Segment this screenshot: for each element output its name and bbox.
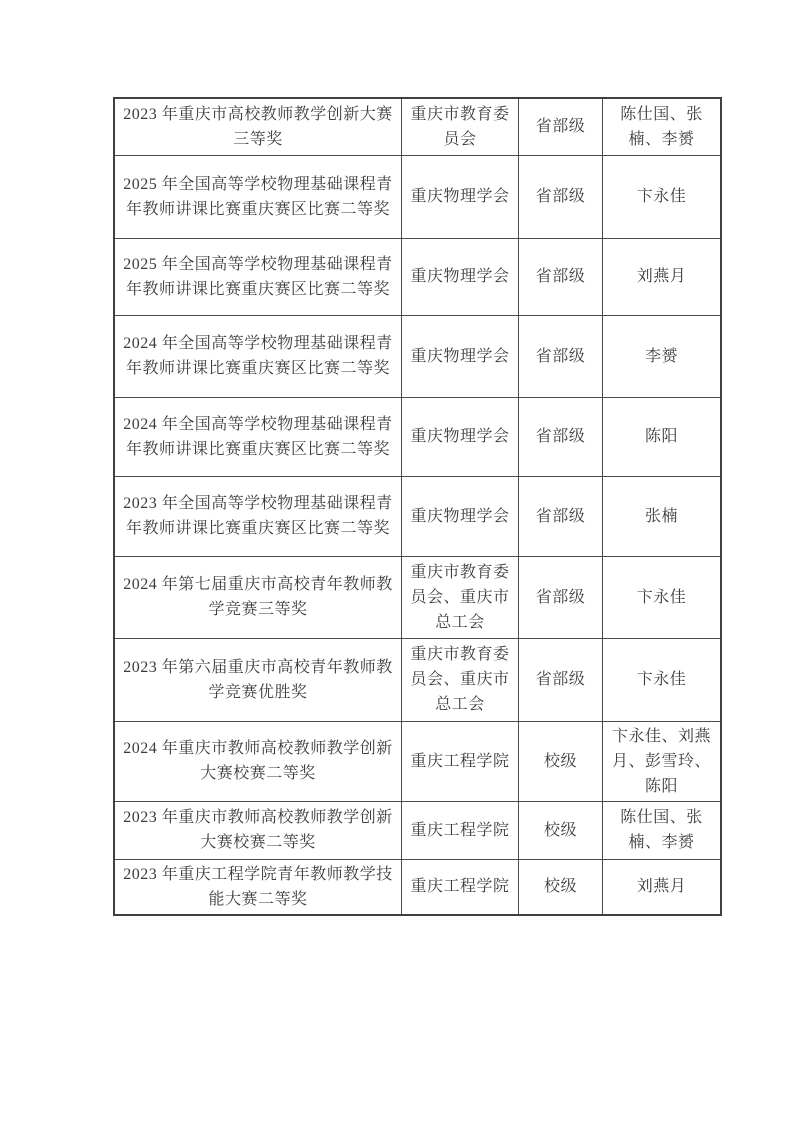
awards-table [113,97,722,916]
award-cell: 2023 年重庆市高校教师教学创新大赛三等奖 [114,98,402,155]
level-cell: 省部级 [519,98,603,155]
award-cell: 2024 年重庆市教师高校教师教学创新大赛校赛二等奖 [114,721,402,801]
level-cell: 校级 [519,859,603,915]
organization-cell: 重庆物理学会 [402,315,519,397]
organization-cell: 重庆物理学会 [402,476,519,556]
recipients-cell: 刘燕月 [603,859,722,915]
table-row [114,721,721,801]
organization-cell: 重庆物理学会 [402,155,519,238]
table-row [114,801,721,859]
table-row [114,155,721,238]
table-row [114,476,721,556]
recipients-cell: 陈仕国、张楠、李赟 [603,98,722,155]
organization-cell: 重庆市教育委员会 [402,98,519,155]
recipients-cell: 卞永佳 [603,556,722,638]
recipients-cell: 张楠 [603,476,722,556]
level-cell: 省部级 [519,397,603,476]
organization-cell: 重庆工程学院 [402,801,519,859]
recipients-cell: 陈阳 [603,397,722,476]
organization-cell: 重庆市教育委员会、重庆市总工会 [402,556,519,638]
award-cell: 2024 年第七届重庆市高校青年教师教学竞赛三等奖 [114,556,402,638]
organization-cell: 重庆工程学院 [402,859,519,915]
level-cell: 省部级 [519,556,603,638]
level-cell: 省部级 [519,238,603,315]
level-cell: 省部级 [519,155,603,238]
table-row [114,638,721,721]
recipients-cell: 李赟 [603,315,722,397]
level-cell: 省部级 [519,315,603,397]
table-row [114,397,721,476]
table-row [114,556,721,638]
recipients-cell: 卞永佳 [603,155,722,238]
award-cell: 2023 年第六届重庆市高校青年教师教学竞赛优胜奖 [114,638,402,721]
award-cell: 2023 年全国高等学校物理基础课程青年教师讲课比赛重庆赛区比赛二等奖 [114,476,402,556]
level-cell: 省部级 [519,476,603,556]
table-row [114,315,721,397]
award-cell: 2023 年重庆市教师高校教师教学创新大赛校赛二等奖 [114,801,402,859]
level-cell: 省部级 [519,638,603,721]
award-cell: 2025 年全国高等学校物理基础课程青年教师讲课比赛重庆赛区比赛二等奖 [114,238,402,315]
organization-cell: 重庆工程学院 [402,721,519,801]
recipients-cell: 卞永佳 [603,638,722,721]
level-cell: 校级 [519,801,603,859]
recipients-cell: 刘燕月 [603,238,722,315]
organization-cell: 重庆物理学会 [402,238,519,315]
organization-cell: 重庆物理学会 [402,397,519,476]
recipients-cell: 陈仕国、张楠、李赟 [603,801,722,859]
awards-table-body [114,98,721,915]
organization-cell: 重庆市教育委员会、重庆市总工会 [402,638,519,721]
recipients-cell: 卞永佳、刘燕月、彭雪玲、陈阳 [603,721,722,801]
award-cell: 2025 年全国高等学校物理基础课程青年教师讲课比赛重庆赛区比赛二等奖 [114,155,402,238]
award-cell: 2024 年全国高等学校物理基础课程青年教师讲课比赛重庆赛区比赛二等奖 [114,315,402,397]
table-row [114,859,721,915]
table-row [114,98,721,155]
level-cell: 校级 [519,721,603,801]
table-row [114,238,721,315]
award-cell: 2024 年全国高等学校物理基础课程青年教师讲课比赛重庆赛区比赛二等奖 [114,397,402,476]
award-cell: 2023 年重庆工程学院青年教师教学技能大赛二等奖 [114,859,402,915]
